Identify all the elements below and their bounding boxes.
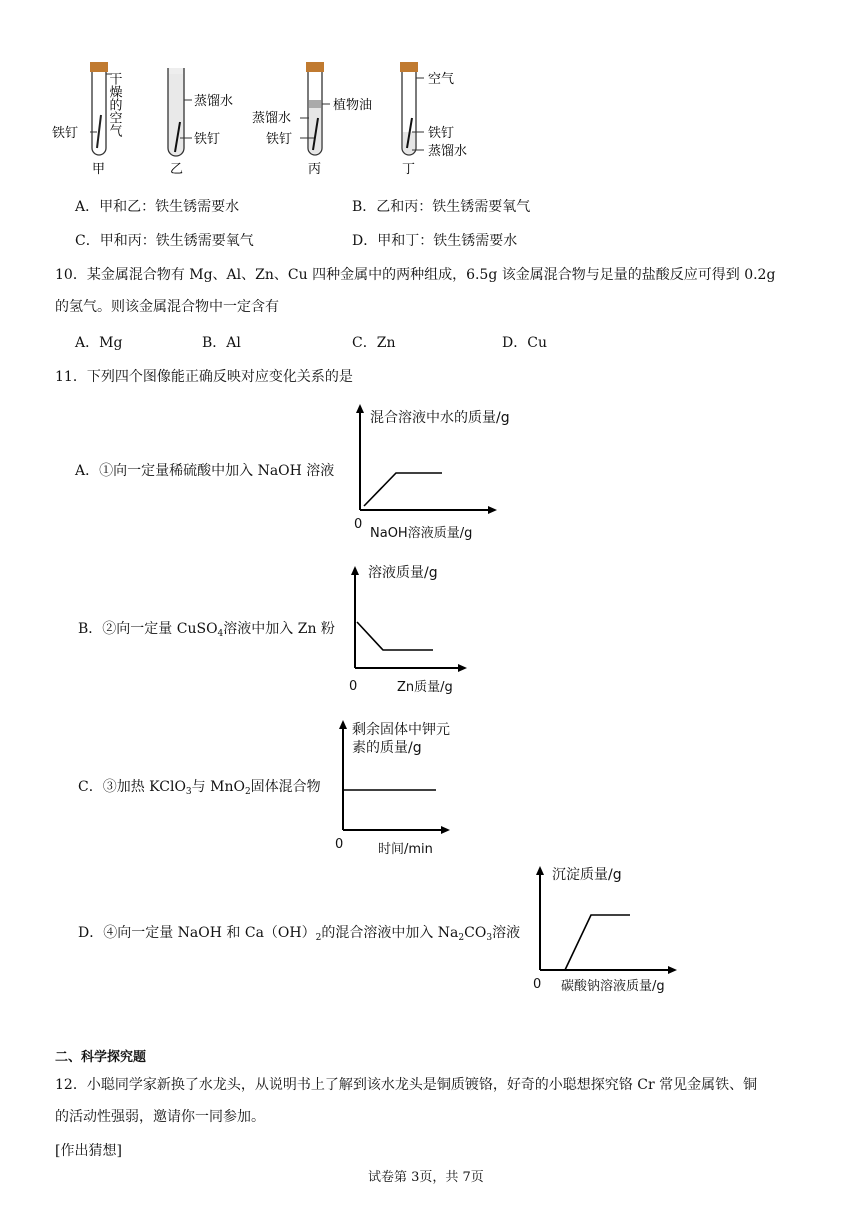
tube-ding-name: 丁 (402, 162, 416, 177)
q11-option-d-sub1: 2 (315, 933, 322, 943)
q10-option-b (202, 332, 241, 352)
q12-stem-line2: 的活动性强弱，邀请你一同参加。 (55, 1109, 265, 1125)
q11-option-d-pre: ④向一定量 NaOH 和 Ca（OH） (103, 925, 316, 941)
graph-d-xlabel: 碳酸钠溶液质量/g (561, 979, 665, 994)
graph-a-curve (364, 473, 442, 506)
graph-b-xlabel: Zn质量/g (397, 680, 453, 695)
graph-d-ylabel: 沉淀质量/g (552, 867, 622, 883)
graph-a-xlabel: NaOH溶液质量/g (370, 526, 473, 541)
q10-option-b-text: Al (226, 335, 241, 351)
q11-option-b-pre: ②向一定量 CuSO (102, 621, 218, 637)
tube-jia-label-nail: 铁钉 (52, 126, 79, 141)
tube-jia-label-air: 干燥的空气 (106, 72, 122, 137)
q10-option-d (502, 332, 547, 352)
graph-b-curve (357, 622, 433, 650)
tube-bing (300, 62, 330, 155)
q10-option-a-letter: A． (75, 335, 100, 351)
q10-option-b-letter: B． (202, 335, 227, 351)
graph-d-curve (565, 915, 630, 970)
q11-stem: 11．下列四个图像能正确反映对应变化关系的是 (55, 369, 353, 385)
q9-option-c-text: 甲和丙：铁生锈需要氧气 (99, 233, 254, 249)
q11-option-d-sub3: 3 (486, 933, 493, 943)
tube-bing-label-oil: 植物油 (333, 98, 373, 113)
tube-ding-label-water: 蒸馏水 (428, 144, 468, 159)
graph-b (335, 560, 475, 700)
q11-option-d-letter: D． (78, 925, 104, 941)
tube-yi-label-water: 蒸馏水 (194, 94, 234, 109)
q11-option-c-letter: C． (78, 779, 103, 795)
q11-option-d-sub2: 2 (458, 933, 465, 943)
q11-option-c-sub1: 3 (185, 787, 192, 797)
q10-stem-line1: 10．某金属混合物有 Mg、Al、Zn、Cu 四种金属中的两种组成，6.5g 该金属混合物与足量的盐酸反应可得到 0.2g (55, 267, 776, 283)
q9-option-d-text: 甲和丁：铁生锈需要水 (377, 233, 518, 249)
tube-yi-label-nail: 铁钉 (194, 132, 221, 147)
q10-option-d-text: Cu (527, 335, 547, 351)
q11-option-a (75, 460, 334, 480)
section-2-title: 二、科学探究题 (55, 1050, 147, 1065)
q11-option-c-pre: ③加热 KClO (102, 779, 186, 795)
q10-stem-line2: 的氢气。则该金属混合物中一定含有 (55, 299, 279, 315)
tube-ding (400, 62, 424, 155)
q11-option-d-post: 溶液 (492, 925, 521, 941)
tube-bing-label-nail: 铁钉 (266, 132, 293, 147)
q9-option-d (352, 230, 517, 250)
tube-ding-label-nail: 铁钉 (428, 126, 455, 141)
q11-option-b (78, 618, 335, 639)
q9-option-a-letter: A． (75, 199, 100, 215)
q9-option-b (352, 196, 530, 216)
q10-option-a-text: Mg (99, 335, 123, 351)
q9-option-a-text: 甲和乙：铁生锈需要水 (99, 199, 240, 215)
q10-option-c-letter: C． (352, 335, 377, 351)
tube-yi (168, 68, 192, 156)
graph-c-xlabel: 时间/min (378, 842, 433, 857)
q11-option-d (78, 922, 520, 943)
q11-option-a-text: ①向一定量稀硫酸中加入 NaOH 溶液 (99, 463, 335, 479)
q9-option-d-letter: D． (352, 233, 378, 249)
q9-option-b-letter: B． (352, 199, 377, 215)
tube-yi-name: 乙 (170, 162, 184, 177)
q11-option-a-letter: A． (75, 463, 100, 479)
q11-option-c-mid: 与 MnO (191, 779, 245, 795)
graph-b-origin: 0 (349, 679, 358, 694)
q9-option-b-text: 乙和丙：铁生锈需要氧气 (376, 199, 531, 215)
q12-stem-line1: 12．小聪同学家新换了水龙头，从说明书上了解到该水龙头是铜质镀铬，好奇的小聪想探究铬 Cr 常见金属铁、铜 (55, 1077, 758, 1093)
q11-option-d-mid2: CO (464, 925, 487, 941)
q11-option-b-post: 溶液中加入 Zn 粉 (223, 621, 335, 637)
q10-option-c-text: Zn (376, 335, 396, 351)
graph-d (525, 860, 695, 1000)
q9-option-a (75, 196, 239, 216)
graph-c-origin: 0 (335, 837, 344, 852)
q10-option-a (75, 332, 122, 352)
q11-option-c-sub2: 2 (244, 787, 251, 797)
q11-option-b-letter: B． (78, 621, 103, 637)
page-footer: 试卷第 3页，共 7页 (368, 1170, 484, 1185)
graph-d-origin: 0 (533, 977, 542, 992)
q11-option-c (78, 776, 321, 797)
q11-option-c-post: 固体混合物 (250, 779, 321, 795)
graph-c-ylabel-line1: 剩余固体中钾元 (352, 722, 450, 738)
tube-bing-label-water: 蒸馏水 (252, 111, 292, 126)
q12-step-label: [作出猜想] (55, 1143, 122, 1159)
q10-option-d-letter: D． (502, 335, 528, 351)
tube-ding-label-air: 空气 (428, 72, 455, 87)
q10-option-c (352, 332, 395, 352)
iron-rust-tubes-figure (50, 60, 490, 180)
q11-option-d-mid: 的混合溶液中加入 Na (321, 925, 459, 941)
tube-jia-name: 甲 (92, 162, 106, 177)
graph-a-ylabel: 混合溶液中水的质量/g (370, 410, 510, 426)
graph-c (328, 710, 463, 860)
q11-option-b-sub: 4 (217, 629, 224, 639)
graph-a (340, 400, 510, 545)
q9-option-c (75, 230, 254, 250)
tube-bing-name: 丙 (308, 162, 322, 177)
graph-a-origin: 0 (354, 517, 363, 532)
graph-b-ylabel: 溶液质量/g (368, 565, 438, 581)
q9-option-c-letter: C． (75, 233, 100, 249)
graph-c-ylabel-line2: 素的质量/g (352, 740, 422, 756)
